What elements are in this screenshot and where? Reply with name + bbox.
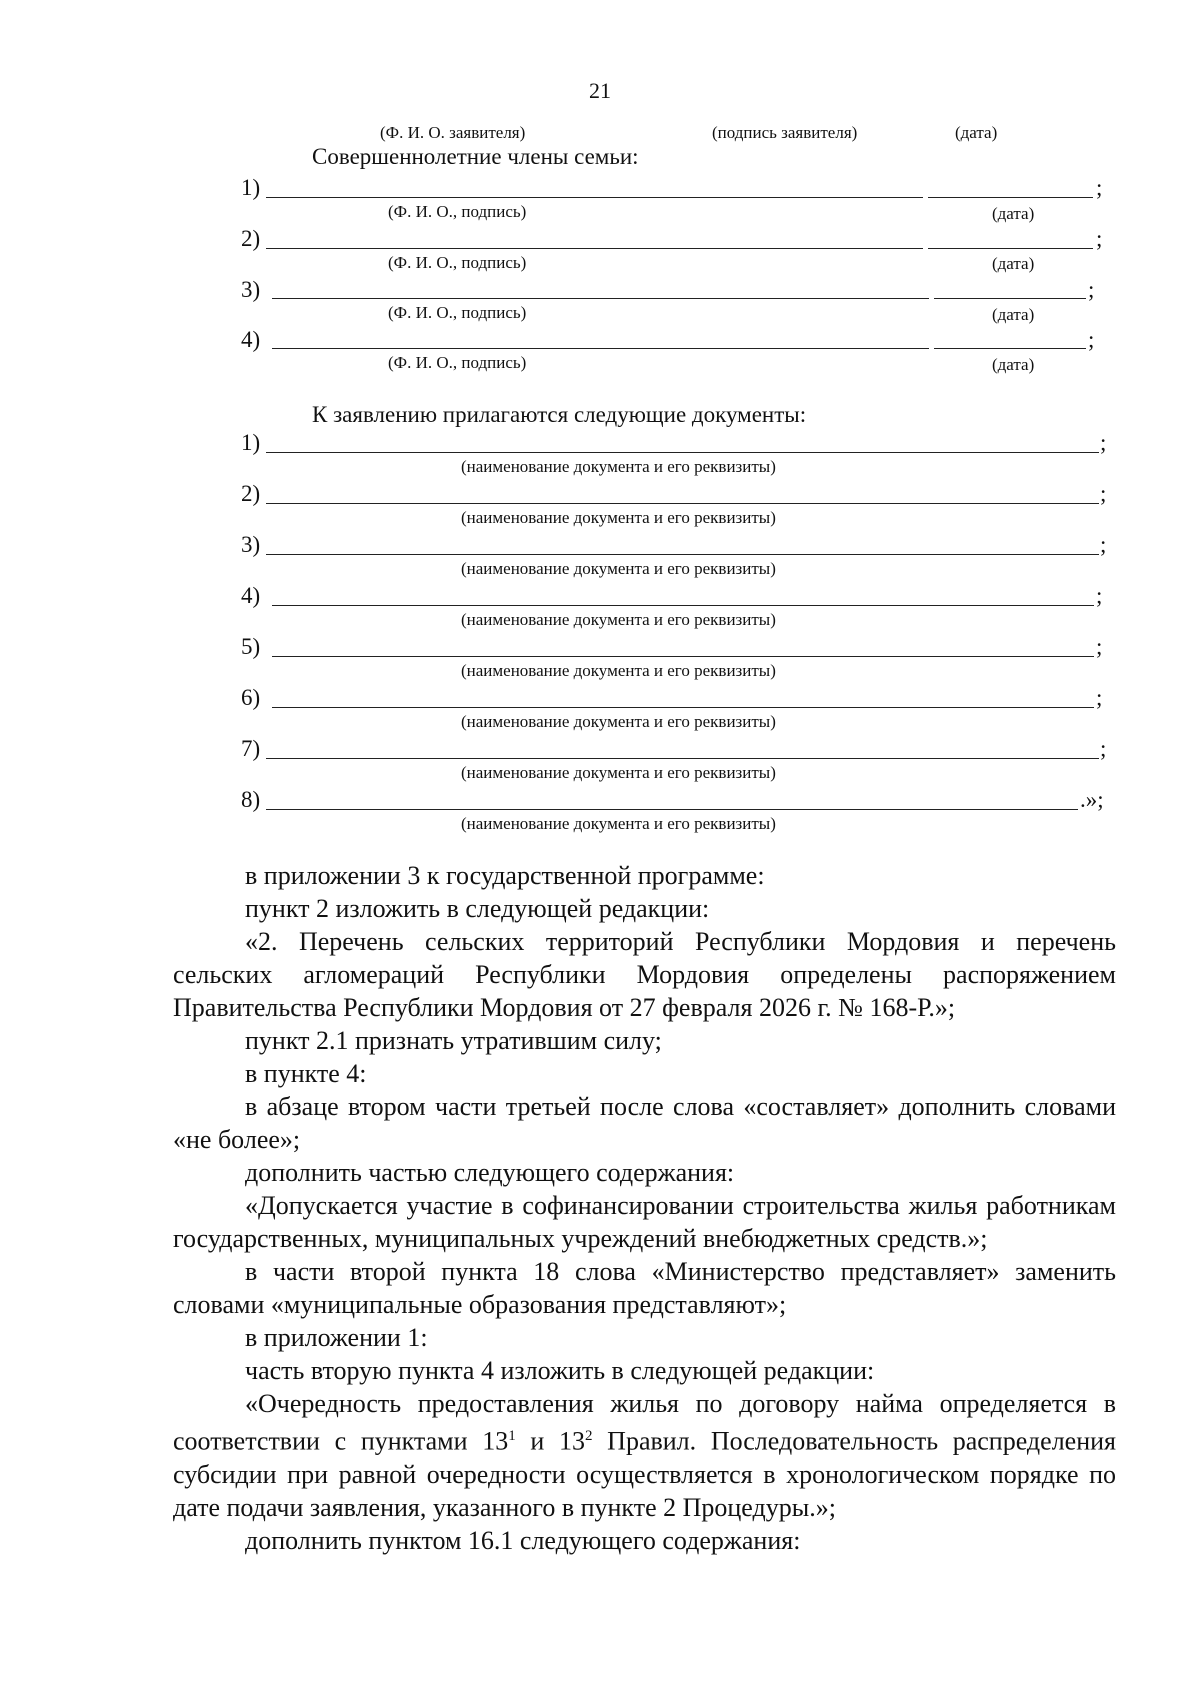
page-number: 21 [589, 78, 611, 103]
paragraph: пункт 2 изложить в следующей редакции: [245, 894, 710, 923]
row-end-punctuation: ; [1096, 634, 1103, 659]
document-row-caption: (наименование документа и его реквизиты) [461, 763, 776, 782]
document-row-number: 2) [241, 481, 261, 506]
document-row-caption: (наименование документа и его реквизиты) [461, 661, 776, 680]
row-end-punctuation: ; [1096, 175, 1103, 200]
document-row-number: 6) [241, 685, 261, 710]
row-end-punctuation: ; [1096, 685, 1103, 710]
document-row-caption: (наименование документа и его реквизиты) [461, 457, 776, 476]
document-line [272, 656, 1094, 657]
paragraph-text: «Очередность предоставления жилья по договору найма определяется в соответствии с пунктами 13 [173, 1389, 1116, 1456]
family-row-number: 2) [241, 226, 261, 251]
document-line [272, 605, 1094, 606]
family-row-date-caption: (дата) [992, 204, 1035, 223]
paragraph: в приложении 1: [245, 1323, 428, 1352]
paragraph: «Допускается участие в софинансировании строительства жилья работникам государственных, муниципальных учреждений внебюджетных средств.»; [173, 1191, 1116, 1253]
paragraph: дополнить частью следующего содержания: [245, 1158, 735, 1187]
document-row-caption: (наименование документа и его реквизиты) [461, 508, 776, 527]
document-row-caption: (наименование документа и его реквизиты) [461, 559, 776, 578]
paragraph: в пункте 4: [245, 1059, 367, 1088]
family-row-number: 4) [241, 327, 261, 352]
applicant-date-caption: (дата) [955, 123, 998, 142]
document-row-caption: (наименование документа и его реквизиты) [461, 712, 776, 731]
applicant-signature-caption: (подпись заявителя) [712, 123, 858, 142]
document-line [266, 809, 1078, 810]
family-row-caption: (Ф. И. О., подпись) [388, 303, 527, 322]
superscript: 1 [508, 1428, 516, 1444]
document-line [266, 554, 1099, 555]
paragraph: в приложении 3 к государственной программе: [245, 861, 765, 890]
family-row-date-caption: (дата) [992, 254, 1035, 273]
paragraph: пункт 2.1 признать утратившим силу; [245, 1026, 662, 1055]
document-line [266, 758, 1099, 759]
row-end-punctuation: ; [1088, 327, 1095, 352]
family-row-date-caption: (дата) [992, 355, 1035, 374]
row-end-punctuation: ; [1096, 583, 1103, 608]
document-row-number: 4) [241, 583, 261, 608]
document-line [272, 707, 1094, 708]
document-row-number: 1) [241, 430, 261, 455]
paragraph: дополнить пунктом 16.1 следующего содержания: [245, 1525, 801, 1555]
document-line [266, 452, 1099, 453]
body-text [173, 859, 1116, 1557]
document-row-number: 3) [241, 532, 261, 557]
family-row-caption: (Ф. И. О., подпись) [388, 202, 527, 221]
paragraph: в части второй пункта 18 слова «Министерство представляет» заменить словами «муниципальные образования представляют»; [173, 1257, 1116, 1319]
paragraph: часть вторую пункта 4 изложить в следующей редакции: [245, 1356, 875, 1385]
family-row-caption: (Ф. И. О., подпись) [388, 253, 527, 272]
applicant-name-caption: (Ф. И. О. заявителя) [380, 123, 526, 142]
name-signature-line [266, 248, 923, 249]
name-signature-line [266, 197, 923, 198]
document-row-number: 5) [241, 634, 261, 659]
name-signature-line [272, 348, 929, 349]
family-heading: Совершеннолетние члены семьи: [312, 144, 639, 169]
documents-heading: К заявлению прилагаются следующие документы: [312, 402, 807, 427]
row-end-punctuation: ; [1100, 481, 1107, 506]
document-line [266, 503, 1099, 504]
document-row-caption: (наименование документа и его реквизиты) [461, 814, 776, 833]
row-end-punctuation: ; [1088, 277, 1095, 302]
row-end-punctuation: ; [1100, 736, 1107, 761]
row-end-punctuation: .»; [1080, 787, 1104, 812]
paragraph-text: и 13 [515, 1426, 585, 1456]
row-end-punctuation: ; [1100, 532, 1107, 557]
paragraph: в абзаце втором части третьей после слова «составляет» дополнить словами «не более»; [173, 1092, 1116, 1154]
row-end-punctuation: ; [1100, 430, 1107, 455]
date-line [934, 348, 1086, 349]
document-row-caption: (наименование документа и его реквизиты) [461, 610, 776, 629]
paragraph [173, 1387, 1116, 1524]
paragraph-text: Правил. Последовательность распределения субсидии при равной очередности осуществляется в хронологическом порядке по дате подачи заявления, указанного в пункте 2 Процедуры.»; [173, 1426, 1116, 1522]
row-end-punctuation: ; [1096, 226, 1103, 251]
family-row-number: 1) [241, 175, 261, 200]
family-row-caption: (Ф. И. О., подпись) [388, 353, 527, 372]
date-line [928, 197, 1093, 198]
date-line [928, 248, 1093, 249]
superscript: 2 [584, 1428, 593, 1444]
document-row-number: 8) [241, 787, 261, 812]
document-row-number: 7) [241, 736, 261, 761]
family-row-number: 3) [241, 277, 261, 302]
paragraph: «2. Перечень сельских территорий Республики Мордовия и перечень сельских агломераций Республики Мордовия определены распоряжением Правительства Республики Мордовия от 27 февраля 2026 г. № 168-Р.»; [173, 927, 1116, 1022]
date-line [934, 298, 1086, 299]
family-row-date-caption: (дата) [992, 305, 1035, 324]
name-signature-line [272, 298, 929, 299]
